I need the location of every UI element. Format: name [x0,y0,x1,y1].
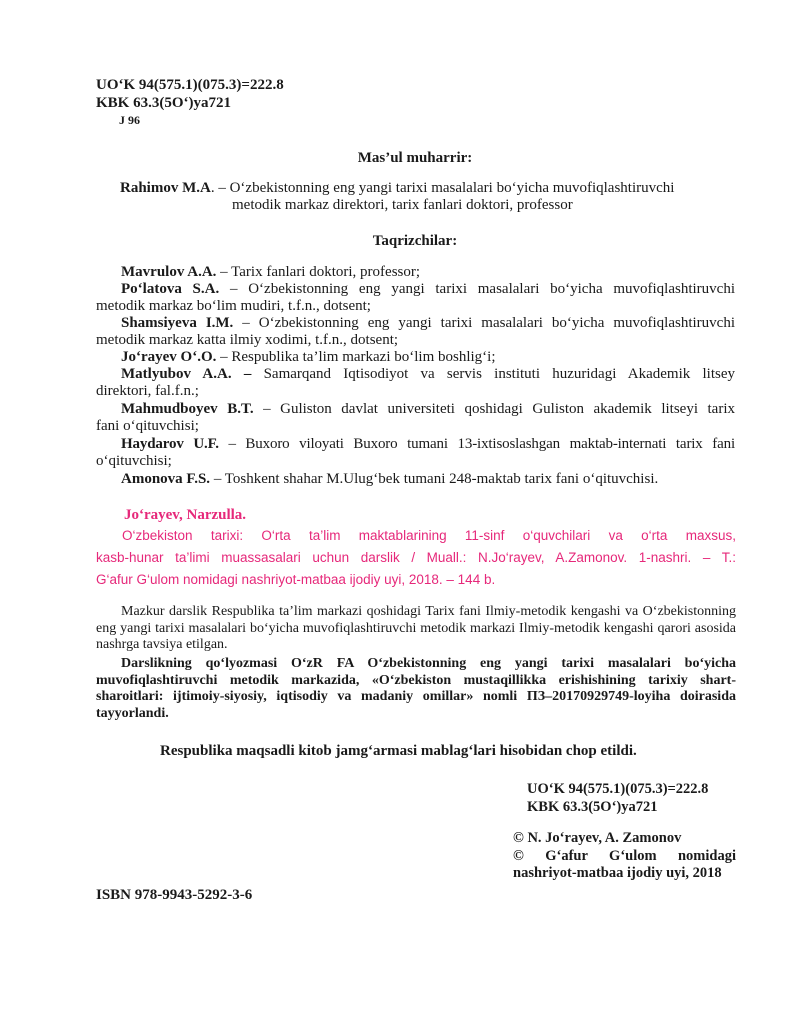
footer-udc-code: UO‘K 94(575.1)(075.3)=222.8 [527,781,709,797]
reviewer-entry [121,471,658,488]
reviewer-role-cont: metodik markaz bo‘lim mudiri, t.f.n., dotsent; [96,298,371,314]
editor-line-1 [120,180,674,197]
author-code: J 96 [119,113,140,127]
reviewer-role: – Buxoro viloyati Buxoro tumani 13-ixtisoslashgan maktab-internati tarix fani [218,436,735,452]
reviewer-name: Po‘latova S.A. [121,281,220,297]
editor-desc-2: metodik markaz direktori, tarix fanlari doktori, professor [232,197,573,213]
catalog-authors: Jo‘rayev, Narzulla. [124,507,247,523]
editor-heading: Mas’ul muharrir: [357,150,473,166]
reviewer-role: Samarqand Iqtisodiyot va servis instituti huzuridagi Akademik litsey [251,366,736,382]
approval-note: Mazkur darslik Respublika ta’lim markazi qoshidagi Tarix fani Ilmiy-metodik kengashi va O‘zbekistonning eng yangi tarixi masalalari bo‘yicha muvofiqlashtiruvchi metodik markazi Ilmiy-metodik kengashi qarori asosida nashrga tavsiya etilgan. [96,604,736,652]
reviewer-entry [121,366,735,383]
reviewer-entry [121,264,420,281]
editor-name: Rahimov M.A [120,180,211,196]
reviewer-entry [121,436,735,453]
reviewer-role-cont: direktori, fal.f.n.; [96,383,199,399]
reviewer-role: – O‘zbekistonning eng yangi tarixi masalalari bo‘yicha muvofiqlashtiruvchi [233,315,735,331]
copyright-publisher: © G‘afur G‘ulom nomidagi nashriyot-matbaa ijodiy uyi, 2018 [513,848,736,881]
reviewer-entry [121,315,735,332]
copyright-authors: © N. Jo‘rayev, A. Zamonov [513,830,682,846]
reviewer-name: Mavrulov A.A. [121,264,217,280]
bbk-code: KBK 63.3(5O‘)ya721 [96,95,231,111]
reviewer-name: Amonova F.S. [121,471,211,487]
project-note: Darslikning qo‘lyozmasi O‘zR FA O‘zbekistonning eng yangi tarixi masalalari bo‘yicha muvofiqlashtiruvchi metodik markazida, «O‘zbekiston mustaqillikka erishishining tarixiy shart-sharoitlari: ijtimoiy-siyosiy, iqtisodiy va madaniy omillar» nomli ПЗ–20170929749-loyiha doirasida tayyorlandi. [96,656,736,721]
catalog-line-2: kasb-hunar ta’limi muassasalari uchun darslik / Muall.: N.Jo‘rayev, A.Zamonov. 1-nashri. – T.: [96,550,736,565]
reviewer-name: Matlyubov A.A. – [121,366,252,382]
catalog-line-3: G‘afur G‘ulom nomidagi nashriyot-matbaa ijodiy uyi, 2018. – 144 b. [96,572,496,587]
reviewer-name: Shamsiyeva I.M. [121,315,234,331]
udc-code: UO‘K 94(575.1)(075.3)=222.8 [96,77,284,93]
catalog-line-1: O‘zbekiston tarixi: O‘rta ta’lim maktablarining 11-sinf o‘quvchilari va o‘rta maxsus, [122,528,736,543]
reviewers-heading: Taqrizchilar: [372,233,458,249]
reviewer-role-cont: metodik markaz katta ilmiy xodimi, t.f.n., dotsent; [96,332,399,348]
funding-note: Respublika maqsadli kitob jamg‘armasi mablag‘lari hisobidan chop etildi. [160,743,637,759]
reviewer-entry [121,349,496,366]
reviewer-role: – O‘zbekistonning eng yangi tarixi masalalari bo‘yicha muvofiqlashtiruvchi [219,281,735,297]
reviewer-role: – Guliston davlat universiteti qoshidagi Guliston akademik litseyi tarix [253,401,735,417]
reviewer-role-cont: fani o‘qituvchisi; [96,418,199,434]
reviewer-role: – Toshkent shahar M.Ulug‘bek tumani 248-maktab tarix fani o‘qituvchisi. [210,471,659,487]
footer-bbk-code: KBK 63.3(5O‘)ya721 [527,799,658,815]
reviewer-name: Mahmudboyev B.T. [121,401,254,417]
reviewer-entry [121,401,735,418]
isbn: ISBN 978-9943-5292-3-6 [96,887,253,903]
reviewer-entry [121,281,735,298]
reviewer-role: – Tarix fanlari doktori, professor; [216,264,421,280]
reviewer-name: Jo‘rayev O‘.O. [121,349,217,365]
reviewer-name: Haydarov U.F. [121,436,219,452]
reviewer-role: – Respublika ta’lim markazi bo‘lim boshlig‘i; [216,349,496,365]
editor-desc-1: . – O‘zbekistonning eng yangi tarixi masalalari bo‘yicha muvofiqlashtiruvchi [210,180,675,196]
reviewer-role-cont: o‘qituvchisi; [96,453,172,469]
